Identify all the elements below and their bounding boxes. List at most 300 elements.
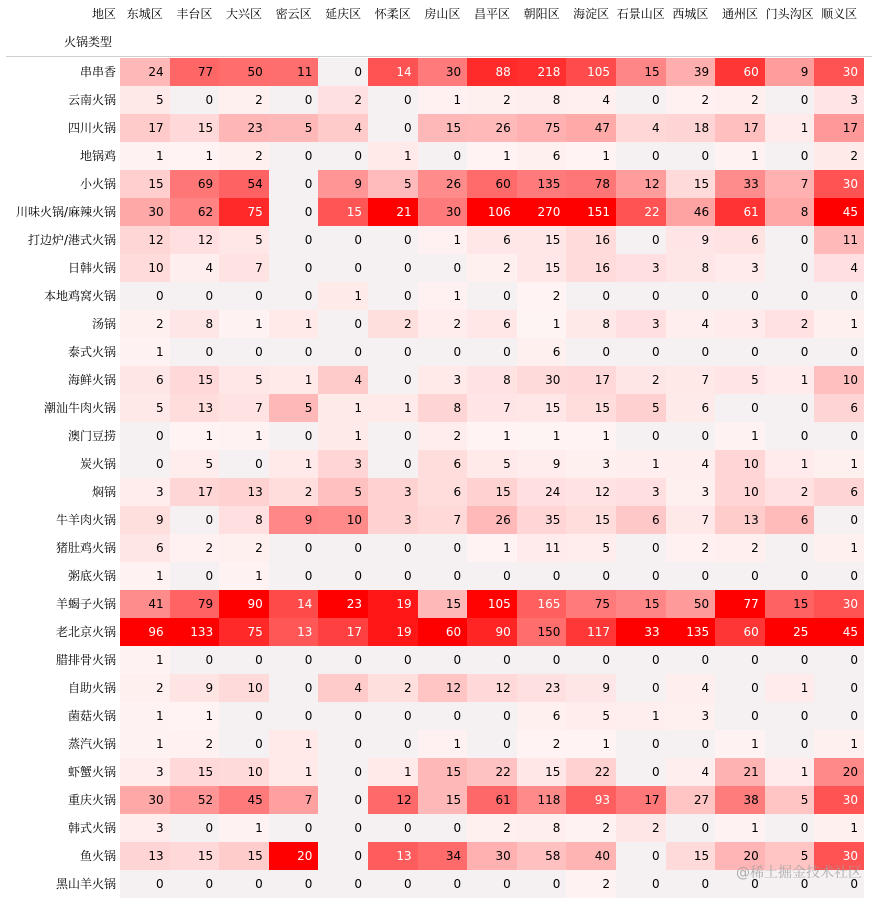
heatmap-cell: 0 (418, 254, 468, 282)
heatmap-cell: 2 (765, 478, 815, 506)
heatmap-cell: 6 (517, 702, 567, 730)
heatmap-cell: 21 (368, 198, 418, 226)
heatmap-cell: 133 (170, 618, 220, 646)
heatmap-cell: 1 (120, 562, 170, 590)
heatmap-cell: 1 (368, 758, 418, 786)
heatmap-cell: 0 (418, 142, 468, 170)
heatmap-cell: 0 (616, 422, 666, 450)
watermark: @稀土掘金技术社区 (736, 865, 862, 881)
heatmap-cell: 45 (814, 198, 864, 226)
heatmap-cell: 105 (566, 58, 616, 86)
heatmap-cell: 3 (666, 702, 716, 730)
heatmap-cell: 0 (616, 282, 666, 310)
heatmap-cell: 6 (467, 310, 517, 338)
heatmap-cell: 4 (814, 254, 864, 282)
row-label: 潮汕牛肉火锅 (43, 401, 116, 415)
heatmap-cell: 0 (269, 226, 319, 254)
heatmap-cell: 0 (616, 870, 666, 898)
heatmap-cell: 0 (814, 282, 864, 310)
heatmap-cell: 0 (269, 86, 319, 114)
heatmap-cell: 13 (715, 506, 765, 534)
heatmap-cell: 0 (765, 534, 815, 562)
heatmap-cell: 60 (715, 618, 765, 646)
row-label: 本地鸡窝火锅 (43, 289, 116, 303)
heatmap-cell: 0 (566, 562, 616, 590)
heatmap-cell: 0 (269, 422, 319, 450)
heatmap-cell: 17 (715, 114, 765, 142)
heatmap-cell: 30 (418, 58, 468, 86)
heatmap-cell: 0 (269, 170, 319, 198)
heatmap-cell: 8 (219, 506, 269, 534)
heatmap-cell: 3 (120, 478, 170, 506)
heatmap-cell: 0 (368, 646, 418, 674)
heatmap-cell: 2 (566, 870, 616, 898)
column-header: 顺义区 (821, 7, 858, 21)
heatmap-cell: 3 (318, 450, 368, 478)
heatmap-cell: 2 (814, 142, 864, 170)
heatmap-cell: 5 (269, 394, 319, 422)
heatmap-cell: 6 (666, 394, 716, 422)
heatmap-cell: 60 (715, 58, 765, 86)
column-header: 怀柔区 (374, 7, 411, 21)
heatmap-cell: 4 (666, 758, 716, 786)
row-label: 小火锅 (79, 177, 116, 191)
heatmap-cell: 4 (170, 254, 220, 282)
heatmap-cell: 30 (814, 58, 864, 86)
row-label: 重庆火锅 (67, 793, 116, 807)
heatmap-cell: 5 (318, 478, 368, 506)
heatmap-cell: 0 (616, 226, 666, 254)
heatmap-cell: 0 (368, 450, 418, 478)
row-label: 粥底火锅 (67, 569, 116, 583)
heatmap-cell: 96 (120, 618, 170, 646)
heatmap-cell: 10 (219, 758, 269, 786)
heatmap-cell: 1 (120, 702, 170, 730)
heatmap-cell: 7 (666, 506, 716, 534)
heatmap-cell: 12 (566, 478, 616, 506)
heatmap-cell: 7 (219, 254, 269, 282)
heatmap-cell: 10 (120, 254, 170, 282)
heatmap-cell: 8 (170, 310, 220, 338)
heatmap-cell: 5 (368, 170, 418, 198)
heatmap-cell: 15 (318, 198, 368, 226)
heatmap-cell: 3 (418, 366, 468, 394)
heatmap-cell: 69 (170, 170, 220, 198)
heatmap-cell: 30 (814, 170, 864, 198)
heatmap-cell: 0 (616, 758, 666, 786)
heatmap-cell: 0 (765, 814, 815, 842)
heatmap-cell: 0 (318, 730, 368, 758)
heatmap-cell: 1 (814, 534, 864, 562)
heatmap-cell: 0 (269, 534, 319, 562)
heatmap-cell: 15 (765, 590, 815, 618)
heatmap-cell: 11 (814, 226, 864, 254)
heatmap-cell: 0 (715, 562, 765, 590)
row-label: 打边炉/港式火锅 (27, 233, 116, 247)
heatmap-cell: 0 (418, 870, 468, 898)
heatmap-cell: 1 (814, 310, 864, 338)
heatmap-cell: 8 (467, 366, 517, 394)
heatmap-cell: 1 (269, 758, 319, 786)
heatmap-cell: 1 (418, 730, 468, 758)
heatmap-cell: 0 (368, 366, 418, 394)
heatmap-cell: 38 (715, 786, 765, 814)
heatmap-cell: 0 (666, 562, 716, 590)
heatmap-cell: 1 (814, 450, 864, 478)
heatmap-cell: 2 (120, 310, 170, 338)
heatmap-cell: 1 (814, 814, 864, 842)
heatmap-cell: 1 (368, 142, 418, 170)
heatmap-cell: 8 (566, 310, 616, 338)
heatmap-cell: 118 (517, 786, 567, 814)
heatmap-cell: 1 (269, 730, 319, 758)
column-header: 朝阳区 (523, 7, 560, 21)
heatmap-cell: 0 (418, 338, 468, 366)
row-label: 韩式火锅 (67, 821, 116, 835)
heatmap-cell: 6 (120, 366, 170, 394)
row-label: 川味火锅/麻辣火锅 (15, 205, 116, 219)
heatmap-cell: 4 (318, 114, 368, 142)
heatmap-cell: 0 (467, 702, 517, 730)
heatmap-cell: 2 (467, 86, 517, 114)
heatmap-cell: 0 (418, 814, 468, 842)
heatmap-cell: 5 (566, 534, 616, 562)
heatmap-cell: 0 (318, 562, 368, 590)
heatmap-cell: 0 (566, 282, 616, 310)
heatmap-cell: 35 (517, 506, 567, 534)
column-header: 门头沟区 (765, 7, 814, 21)
heatmap-cell: 1 (765, 674, 815, 702)
heatmap-cell: 0 (219, 646, 269, 674)
heatmap-cell: 1 (765, 114, 815, 142)
heatmap-cell: 1 (566, 422, 616, 450)
heatmap-cell: 2 (616, 366, 666, 394)
heatmap-cell: 9 (269, 506, 319, 534)
heatmap-cell: 0 (269, 338, 319, 366)
heatmap-cell: 2 (418, 422, 468, 450)
heatmap-cell: 24 (517, 478, 567, 506)
heatmap-cell: 10 (219, 674, 269, 702)
heatmap-cell: 7 (219, 394, 269, 422)
heatmap-cell: 88 (467, 58, 517, 86)
heatmap-cell: 1 (120, 730, 170, 758)
heatmap-cell: 23 (219, 114, 269, 142)
heatmap-cell: 0 (765, 562, 815, 590)
heatmap-cell: 1 (170, 422, 220, 450)
column-header: 石景山区 (616, 7, 665, 21)
heatmap-cell: 135 (666, 618, 716, 646)
row-label: 黑山羊火锅 (55, 877, 116, 891)
column-header: 东城区 (126, 7, 163, 21)
heatmap-cell: 5 (120, 394, 170, 422)
heatmap-cell: 1 (120, 338, 170, 366)
heatmap-cell: 6 (120, 534, 170, 562)
heatmap-cell: 9 (517, 450, 567, 478)
heatmap-cell: 1 (170, 142, 220, 170)
heatmap-cell: 15 (517, 758, 567, 786)
row-label: 羊蝎子火锅 (55, 597, 116, 611)
column-header: 通州区 (721, 7, 758, 21)
heatmap-cell: 1 (269, 366, 319, 394)
heatmap-cell: 20 (814, 758, 864, 786)
heatmap-cell: 0 (765, 870, 815, 898)
heatmap-cell: 0 (170, 646, 220, 674)
heatmap-cell: 75 (517, 114, 567, 142)
heatmap-cell: 0 (715, 646, 765, 674)
heatmap-cell: 15 (467, 478, 517, 506)
row-label: 牛羊肉火锅 (55, 513, 116, 527)
column-header: 海淀区 (573, 7, 610, 21)
heatmap-cell: 14 (269, 590, 319, 618)
heatmap-cell: 0 (418, 702, 468, 730)
heatmap-cell: 1 (517, 310, 567, 338)
heatmap-cell: 2 (219, 142, 269, 170)
heatmap-cell: 15 (170, 114, 220, 142)
heatmap-cell: 0 (170, 870, 220, 898)
heatmap-cell: 0 (368, 282, 418, 310)
heatmap-cell: 0 (219, 870, 269, 898)
heatmap-cell: 0 (318, 142, 368, 170)
heatmap-cell: 20 (715, 842, 765, 870)
heatmap-cell: 165 (517, 590, 567, 618)
heatmap-cell: 1 (467, 422, 517, 450)
heatmap-cell: 0 (318, 814, 368, 842)
row-label: 虾蟹火锅 (67, 765, 116, 779)
heatmap-cell: 15 (616, 590, 666, 618)
heatmap-cell: 0 (814, 646, 864, 674)
heatmap-cell: 0 (269, 198, 319, 226)
heatmap-cell: 6 (765, 506, 815, 534)
heatmap-cell: 75 (219, 618, 269, 646)
heatmap-cell: 3 (715, 254, 765, 282)
heatmap-cell: 21 (715, 758, 765, 786)
heatmap-cell: 13 (170, 394, 220, 422)
column-header: 西城区 (672, 7, 709, 21)
heatmap-cell: 0 (418, 646, 468, 674)
heatmap-cell: 5 (765, 786, 815, 814)
heatmap-cell: 0 (765, 646, 815, 674)
heatmap-cell: 218 (517, 58, 567, 86)
heatmap-cell: 5 (170, 450, 220, 478)
heatmap-cell: 77 (170, 58, 220, 86)
heatmap-cell: 12 (368, 786, 418, 814)
heatmap-cell: 4 (318, 366, 368, 394)
heatmap-cell: 0 (666, 870, 716, 898)
heatmap-cell: 0 (467, 870, 517, 898)
heatmap-cell: 0 (318, 534, 368, 562)
heatmap-cell: 6 (814, 394, 864, 422)
heatmap-cell: 0 (616, 730, 666, 758)
heatmap-cell: 0 (715, 282, 765, 310)
heatmap-cell: 2 (120, 674, 170, 702)
heatmap-cell: 1 (219, 422, 269, 450)
heatmap-cell: 14 (368, 58, 418, 86)
heatmap-cell: 1 (814, 730, 864, 758)
heatmap-cell: 8 (517, 86, 567, 114)
heatmap-cell: 1 (715, 422, 765, 450)
heatmap-cell: 270 (517, 198, 567, 226)
heatmap-cell: 30 (814, 590, 864, 618)
heatmap-cell: 15 (517, 254, 567, 282)
heatmap-cell: 0 (666, 646, 716, 674)
heatmap-cell: 0 (318, 254, 368, 282)
heatmap-cell: 2 (418, 310, 468, 338)
heatmap-cell: 3 (120, 814, 170, 842)
heatmap-cell: 6 (814, 478, 864, 506)
column-header: 密云区 (275, 7, 312, 21)
heatmap-cell: 9 (170, 674, 220, 702)
heatmap-cell: 0 (765, 338, 815, 366)
heatmap-cell: 3 (368, 478, 418, 506)
heatmap-cell: 0 (269, 562, 319, 590)
heatmap-cell: 6 (418, 450, 468, 478)
heatmap-cell: 0 (368, 422, 418, 450)
heatmap-cell: 90 (219, 590, 269, 618)
row-label: 自助火锅 (67, 681, 116, 695)
row-label: 猪肚鸡火锅 (55, 541, 116, 555)
heatmap-cell: 0 (170, 506, 220, 534)
column-header: 延庆区 (325, 7, 362, 21)
heatmap-cell: 0 (616, 86, 666, 114)
heatmap-cell: 1 (318, 422, 368, 450)
heatmap-cell: 12 (467, 674, 517, 702)
heatmap-cell: 0 (318, 58, 368, 86)
heatmap-cell: 5 (219, 226, 269, 254)
heatmap-cell: 5 (219, 366, 269, 394)
heatmap-cell: 0 (616, 646, 666, 674)
heatmap-cell: 7 (418, 506, 468, 534)
heatmap-cell: 0 (814, 422, 864, 450)
heatmap-cell: 19 (368, 590, 418, 618)
heatmap-cell: 0 (269, 674, 319, 702)
heatmap-cell: 30 (120, 786, 170, 814)
heatmap-cell: 2 (269, 478, 319, 506)
heatmap-cell: 16 (566, 254, 616, 282)
row-label: 鱼火锅 (79, 849, 116, 863)
heatmap-cell: 15 (418, 758, 468, 786)
heatmap-cell: 8 (765, 198, 815, 226)
heatmap-cell: 7 (765, 170, 815, 198)
heatmap-cell: 1 (120, 646, 170, 674)
heatmap-cell: 0 (814, 674, 864, 702)
heatmap-cell: 0 (616, 338, 666, 366)
heatmap-cell: 0 (666, 338, 716, 366)
heatmap-cell: 17 (616, 786, 666, 814)
heatmap-cell: 15 (170, 842, 220, 870)
heatmap-cell: 10 (715, 478, 765, 506)
heatmap-cell: 1 (765, 758, 815, 786)
heatmap-cell: 2 (318, 86, 368, 114)
heatmap-cell: 1 (368, 394, 418, 422)
heatmap-cell: 2 (765, 310, 815, 338)
heatmap-cell: 26 (467, 114, 517, 142)
heatmap-cell: 19 (368, 618, 418, 646)
heatmap-cell: 6 (616, 506, 666, 534)
heatmap-cell: 7 (269, 786, 319, 814)
heatmap-cell: 12 (120, 226, 170, 254)
heatmap-cell: 0 (467, 730, 517, 758)
heatmap-cell: 1 (616, 450, 666, 478)
heatmap-cell: 0 (715, 870, 765, 898)
heatmap-cell: 15 (170, 366, 220, 394)
row-label: 四川火锅 (67, 121, 116, 135)
heatmap-cell: 17 (120, 114, 170, 142)
heatmap-cell: 1 (170, 702, 220, 730)
heatmap-cell: 6 (715, 226, 765, 254)
heatmap-cell: 26 (418, 170, 468, 198)
heatmap-cell: 11 (517, 534, 567, 562)
heatmap-cell: 1 (566, 730, 616, 758)
heatmap-cell: 0 (368, 730, 418, 758)
heatmap-cell: 0 (318, 226, 368, 254)
heatmap-cell: 0 (616, 842, 666, 870)
heatmap-cell: 6 (517, 142, 567, 170)
heatmap-cell: 7 (666, 366, 716, 394)
heatmap-cell: 1 (467, 142, 517, 170)
heatmap-cell: 61 (715, 198, 765, 226)
heatmap-cell: 0 (616, 534, 666, 562)
heatmap-cell: 0 (269, 870, 319, 898)
heatmap-cell: 105 (467, 590, 517, 618)
heatmap-cell: 150 (517, 618, 567, 646)
heatmap-cell: 0 (368, 114, 418, 142)
heatmap-cell: 16 (566, 226, 616, 254)
heatmap-cell: 23 (517, 674, 567, 702)
heatmap-cell: 0 (368, 870, 418, 898)
heatmap-cell: 4 (566, 86, 616, 114)
heatmap-cell: 0 (814, 562, 864, 590)
heatmap-cell: 75 (566, 590, 616, 618)
heatmap-cell: 15 (418, 786, 468, 814)
row-label: 云南火锅 (67, 93, 116, 107)
heatmap-cell: 61 (467, 786, 517, 814)
heatmap-cell: 30 (467, 842, 517, 870)
heatmap-cell: 0 (269, 814, 319, 842)
heatmap-cell: 13 (120, 842, 170, 870)
heatmap-cell: 5 (467, 450, 517, 478)
heatmap-cell: 40 (566, 842, 616, 870)
heatmap-cell: 0 (219, 338, 269, 366)
heatmap-cell: 75 (219, 198, 269, 226)
heatmap-cell: 0 (765, 730, 815, 758)
heatmap-cell: 15 (616, 58, 666, 86)
heatmap-cell: 2 (517, 730, 567, 758)
heatmap-cell: 6 (517, 338, 567, 366)
heatmap-cell: 3 (616, 310, 666, 338)
column-header: 房山区 (424, 7, 461, 21)
heatmap-cell: 90 (467, 618, 517, 646)
heatmap-cell: 2 (368, 674, 418, 702)
heatmap-cell: 8 (418, 394, 468, 422)
heatmap-cell: 62 (170, 198, 220, 226)
heatmap-cell: 5 (269, 114, 319, 142)
row-label: 蒸汽火锅 (67, 737, 116, 751)
heatmap-cell: 45 (219, 786, 269, 814)
heatmap-cell: 46 (666, 198, 716, 226)
heatmap-cell: 0 (368, 562, 418, 590)
heatmap-cell: 47 (566, 114, 616, 142)
heatmap-cell: 30 (814, 842, 864, 870)
heatmap-cell: 54 (219, 170, 269, 198)
heatmap-cell: 0 (170, 338, 220, 366)
heatmap-cell: 33 (616, 618, 666, 646)
heatmap-cell: 0 (269, 646, 319, 674)
heatmap-cell: 0 (120, 422, 170, 450)
heatmap-cell: 0 (170, 814, 220, 842)
column-header: 昌平区 (473, 7, 510, 21)
heatmap-cell: 15 (566, 506, 616, 534)
heatmap-cell: 0 (120, 870, 170, 898)
